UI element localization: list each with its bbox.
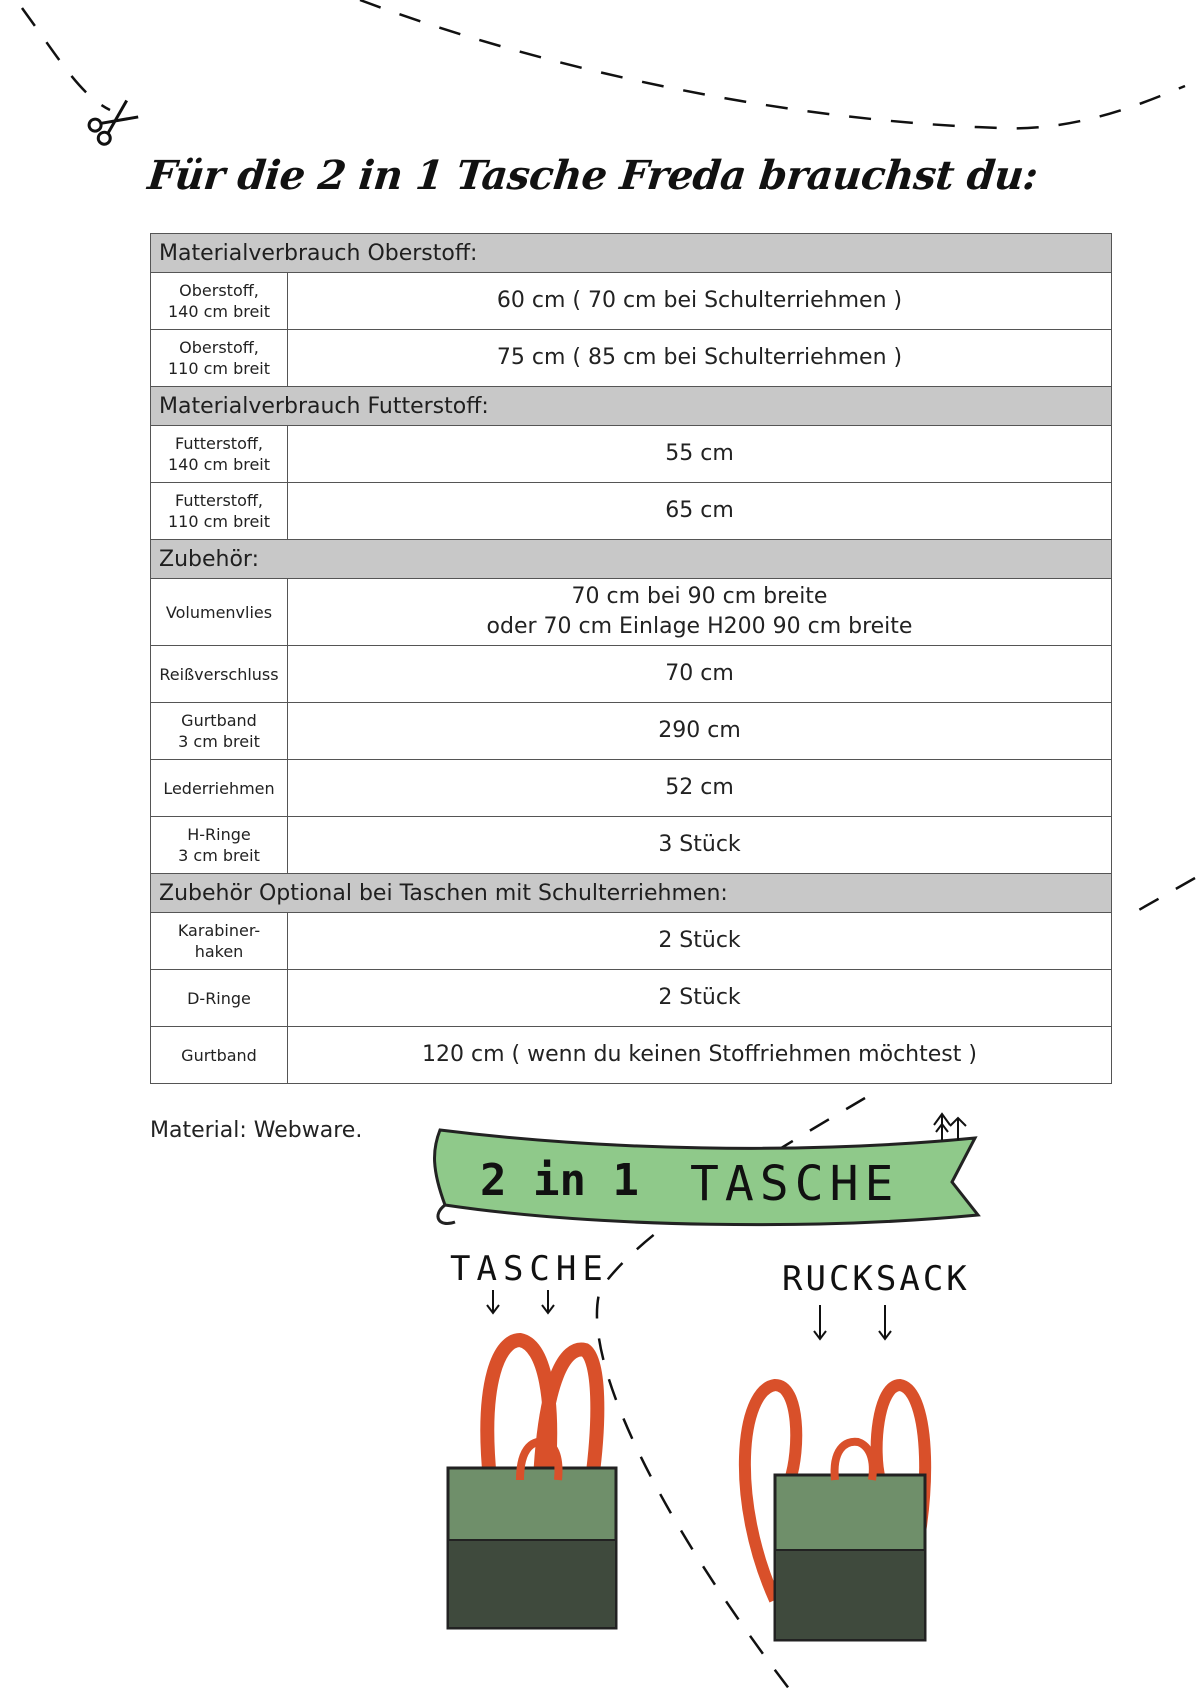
item-value-line: oder 70 cm Einlage H200 90 cm breite [486,614,913,639]
section-header: Materialverbrauch Oberstoff: [151,234,1112,273]
item-value-line: 3 Stück [658,832,741,857]
item-label-line: Futterstoff, [175,491,263,510]
item-label-line: Gurtband [181,1045,257,1065]
item-value-line: 120 cm ( wenn du keinen Stoffriehmen möchtest ) [422,1042,977,1067]
item-label-line: Oberstoff, [179,281,259,300]
item-label-line: 3 cm breit [178,846,260,865]
item-label-line: 110 cm breit [167,359,271,378]
item-value-line: 52 cm [665,775,734,800]
item-value-line: 55 cm [665,441,734,466]
item-value-line: 2 Stück [658,985,741,1010]
item-value-line: 70 cm [665,661,734,686]
tree-icon [934,1114,966,1140]
section-header: Materialverbrauch Futterstoff: [151,387,1112,426]
item-value-line: 2 Stück [658,928,741,953]
item-label-line: Gurtband [181,711,257,730]
banner-right-text: TASCHE [690,1156,900,1212]
item-label-line: D-Ringe [187,988,251,1008]
caption-rucksack: RUCKSACK [782,1259,970,1299]
backpack-drawing [745,1385,925,1640]
item-value-line: 60 cm ( 70 cm bei Schulterriehmen ) [496,288,903,313]
item-value-line: 65 cm [665,498,734,523]
item-value-line: 75 cm ( 85 cm bei Schulterriehmen ) [496,345,903,370]
item-label-line: 3 cm breit [178,732,260,751]
tote-bag-drawing [448,1340,616,1628]
material-note: Material: Webware. [150,1118,363,1143]
page-title: Für die 2 in 1 Tasche Freda brauchst du: [145,152,1040,199]
section-header: Zubehör: [151,540,1112,579]
item-label-line: Oberstoff, [179,338,259,357]
item-label-line: Futterstoff, [175,434,263,453]
banner-left-text: 2 in 1 [480,1155,639,1206]
item-value-line: 70 cm bei 90 cm breite [571,584,828,609]
banner [435,1130,978,1225]
caption-tasche: TASCHE [450,1249,609,1289]
item-value-line: 290 cm [658,718,741,743]
item-label-line: Karabiner- [177,921,261,940]
item-label-line: haken [194,942,244,961]
section-header: Zubehör Optional bei Taschen mit Schulterriehmen: [151,874,1112,913]
item-label-line: Lederriehmen [163,778,275,798]
item-label-line: 110 cm breit [167,512,271,531]
item-label-line: Reißverschluss [159,664,279,684]
item-label-line: 140 cm breit [167,302,271,321]
item-label-line: H-Ringe [187,825,251,844]
item-label-line: 140 cm breit [167,455,271,474]
item-label-line: Volumenvlies [165,602,273,622]
